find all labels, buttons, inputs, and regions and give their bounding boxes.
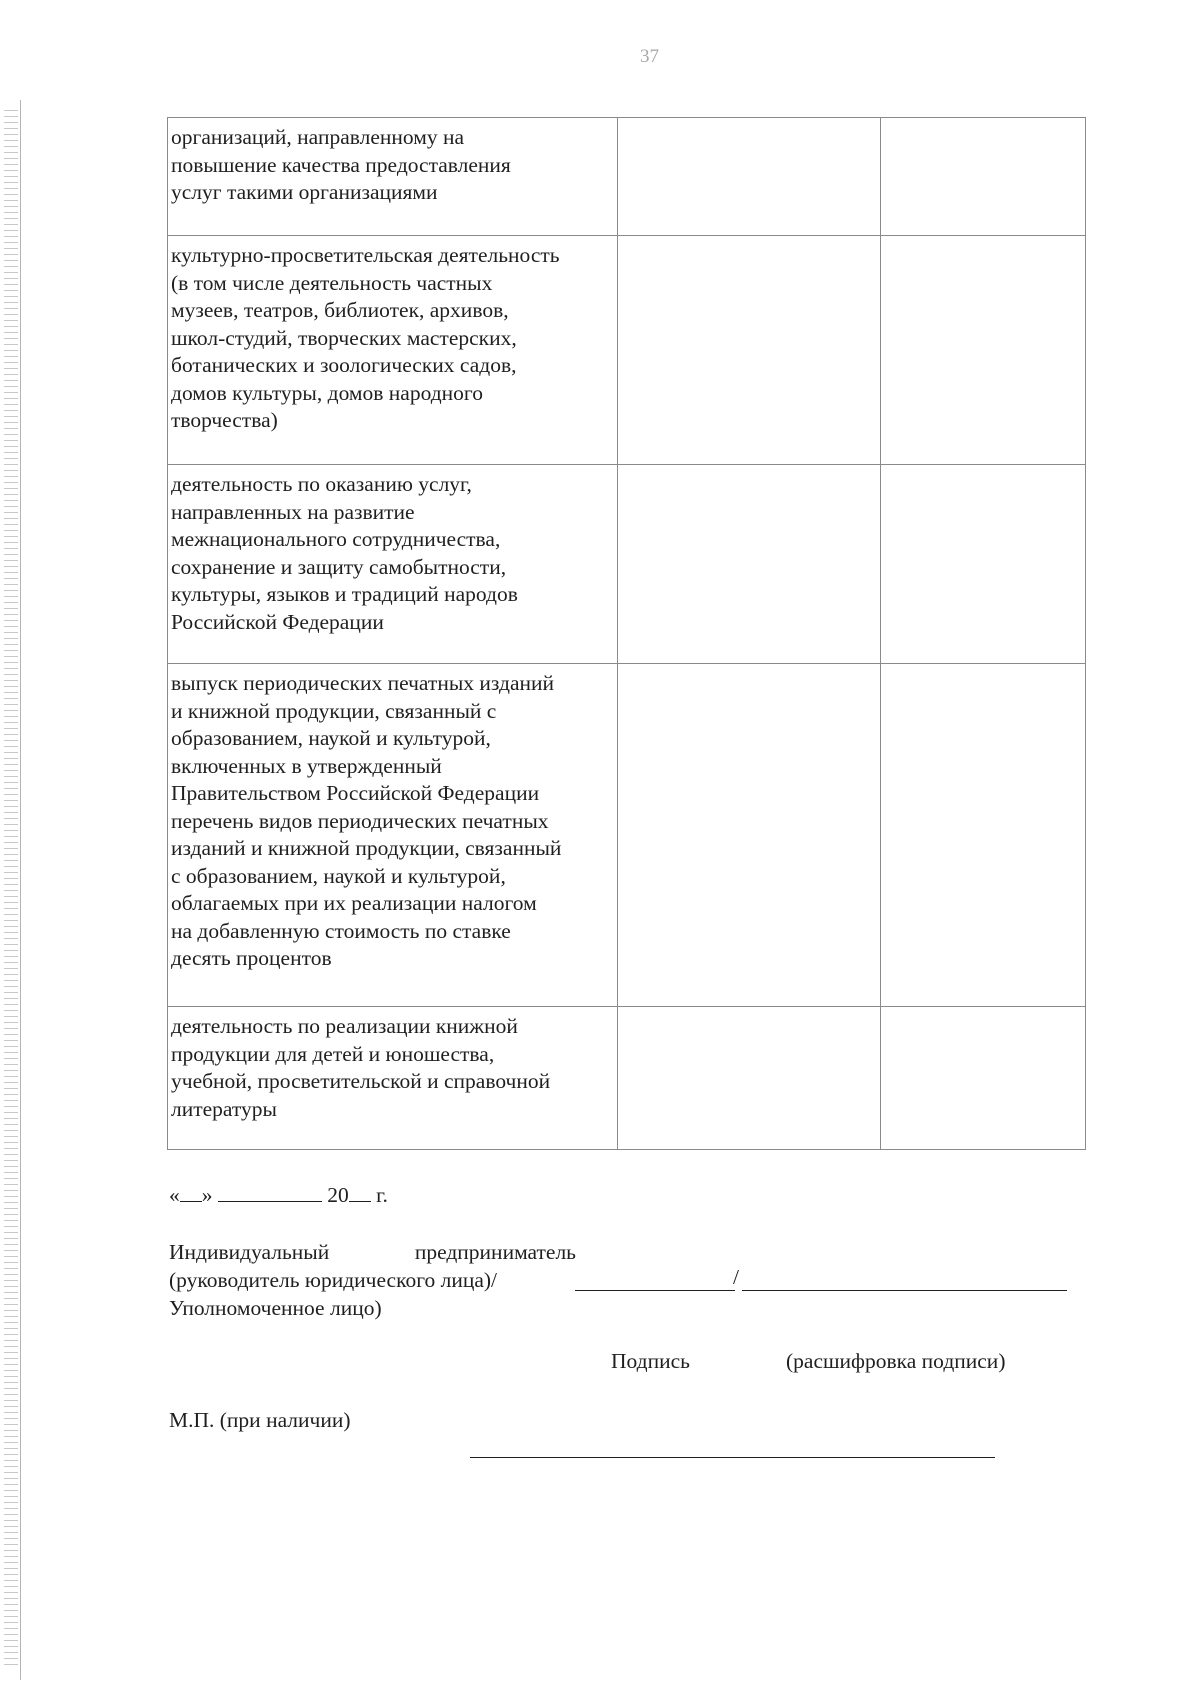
activity-text: выпуск периодических печатных изданий и книжной продукции, связанный с образованием, наукой и культурой, включенных в утвержденный Правительством Российской Федерации перечень видов периодических печатных изданий и книжной продукции, связанный с образованием, наукой и культурой, облагаемых при их реализации налогом на добавленную стоимость по ставке десять процентов [171, 671, 562, 970]
empty-cell [881, 1007, 1086, 1150]
day-blank[interactable] [180, 1181, 202, 1202]
empty-cell [881, 664, 1086, 1007]
activity-cell [168, 664, 618, 1007]
signer-line-3: Уполномоченное лицо) [169, 1296, 382, 1320]
signer-block [169, 1238, 579, 1322]
empty-cell [618, 664, 881, 1007]
date-close-quote: » [201, 1183, 213, 1207]
activity-text: деятельность по реализации книжной продукции для детей и юношества, учебной, просветительской и справочной литературы [171, 1014, 551, 1121]
month-blank[interactable] [218, 1181, 322, 1202]
year-suffix: г. [376, 1183, 388, 1207]
signer-line-1 [169, 1238, 576, 1266]
year-prefix: 20 [327, 1183, 349, 1207]
activity-cell [168, 465, 618, 664]
empty-cell [618, 118, 881, 236]
empty-cell [618, 236, 881, 465]
empty-cell [618, 465, 881, 664]
activity-text: культурно-просветительская деятельность (в том числе деятельность частных музеев, театров, библиотек, архивов, школ-студий, творческих мастерских, ботанических и зоологических садов, домов культуры, домов народного творчества) [171, 243, 560, 432]
date-open-quote: « [169, 1183, 180, 1207]
scan-edge-artifact [4, 110, 18, 1670]
empty-cell [881, 118, 1086, 236]
signature-blank[interactable] [575, 1290, 735, 1291]
table-row [168, 236, 1086, 465]
activity-table [167, 117, 1086, 1150]
year-blank[interactable] [349, 1181, 371, 1202]
signer-word-2: предприниматель [414, 1240, 576, 1264]
scan-edge-line [20, 100, 21, 1680]
table-row [168, 664, 1086, 1007]
decode-caption: (расшифровка подписи) [786, 1349, 1006, 1373]
empty-cell [881, 236, 1086, 465]
signer-line-2: (руководитель юридического лица)/ [169, 1268, 498, 1292]
empty-cell [618, 1007, 881, 1150]
date-field [169, 1181, 388, 1208]
stamp-label: М.П. (при наличии) [169, 1408, 351, 1432]
page-number: 37 [640, 46, 659, 67]
table-row [168, 1007, 1086, 1150]
signer-word-1: Индивидуальный [169, 1240, 330, 1264]
signature-caption: Подпись [611, 1349, 690, 1373]
activity-text: деятельность по оказанию услуг, направленных на развитие межнационального сотрудничества, сохранение и защиту самобытности, культуры, языков и традиций народов Российской Федерации [171, 472, 518, 634]
activity-cell [168, 118, 618, 236]
activity-cell [168, 1007, 618, 1150]
activity-text: организаций, направленному на повышение качества предоставления услуг такими организациями [171, 125, 511, 204]
table-row [168, 465, 1086, 664]
signature-decode-blank[interactable] [742, 1290, 1067, 1291]
table-row [168, 118, 1086, 236]
signature-slash: / [733, 1265, 739, 1289]
stamp-blank-line[interactable] [470, 1457, 995, 1458]
empty-cell [881, 465, 1086, 664]
activity-cell [168, 236, 618, 465]
